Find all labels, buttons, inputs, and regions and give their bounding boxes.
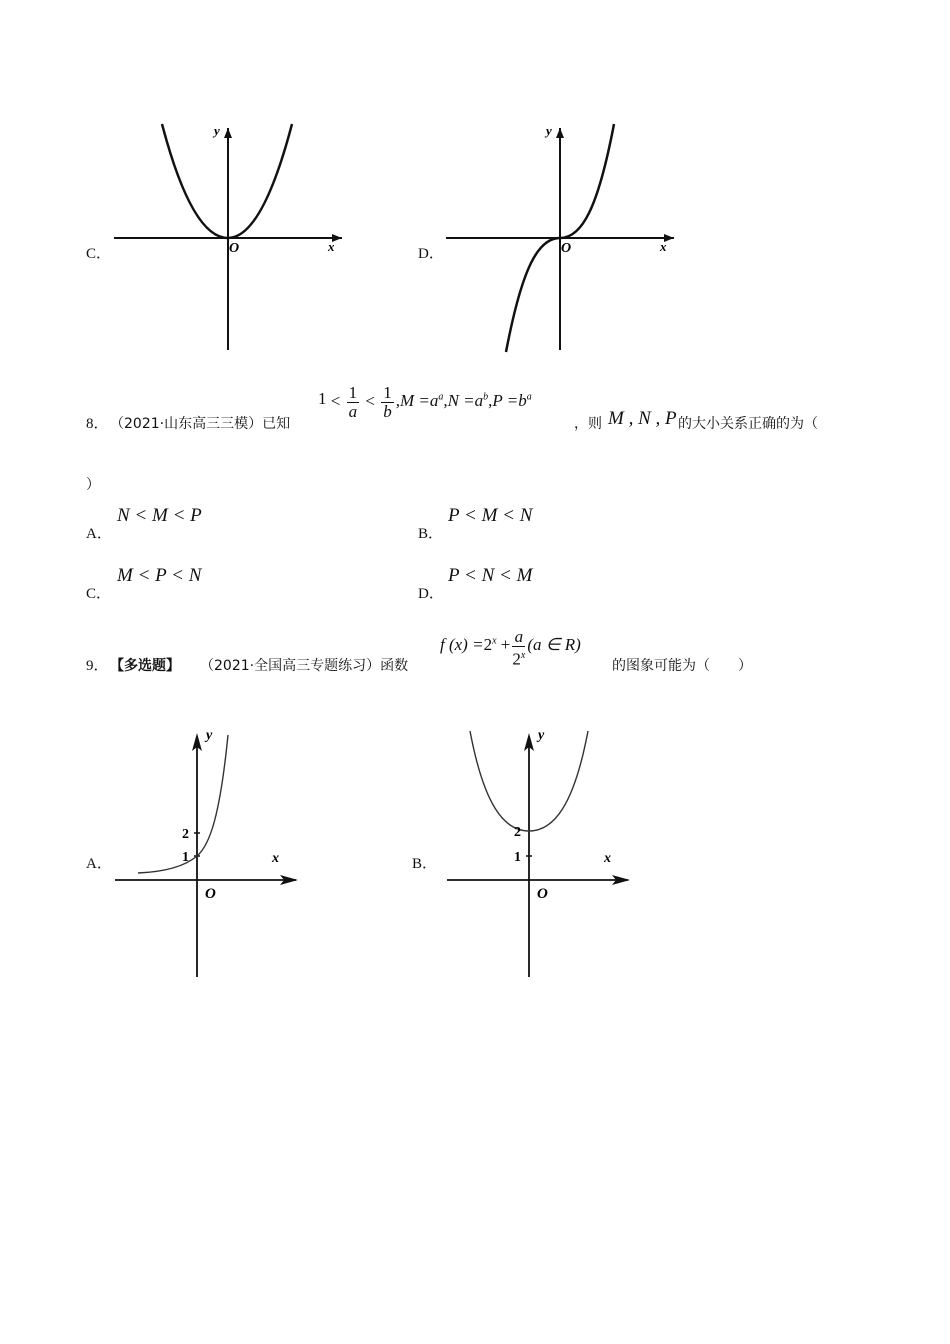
graph-a xyxy=(110,725,310,983)
option-b-label: B． xyxy=(412,856,438,872)
question-tag: 【多选题】 xyxy=(110,658,180,674)
question-number: 9． xyxy=(86,658,109,674)
x-axis-label: x xyxy=(604,851,611,866)
tick-label-1: 1 xyxy=(182,850,189,865)
option-c-label: C． xyxy=(86,246,112,262)
condition-formula: 1 < $\frac{1}{a}$ < $\frac{1}{b}$ $,M =a^a,N =a^b,P =b^a$ xyxy=(318,383,532,421)
option-a-label: A． xyxy=(86,856,112,872)
option-b-expr: P < M < N xyxy=(448,505,533,526)
x-axis-label: x xyxy=(272,851,279,866)
question-close-paren: ） xyxy=(86,477,100,493)
variables: M , N , P xyxy=(608,408,677,429)
origin-label: O xyxy=(561,241,572,256)
origin-label: O xyxy=(205,886,216,902)
option-a-expr: N < M < P xyxy=(117,505,202,526)
y-axis-label: y xyxy=(214,123,220,138)
y-axis-label: y xyxy=(206,728,213,743)
tick-label-2: 2 xyxy=(182,827,189,842)
option-c-label: C． xyxy=(86,586,112,602)
question-ask: 的大小关系正确的为（ xyxy=(678,416,818,432)
tick-label-1: 1 xyxy=(514,850,521,865)
origin-label: O xyxy=(229,241,240,256)
question-ask: 的图象可能为（ ） xyxy=(612,658,752,674)
question-source: （2021·山东高三三模）已知 xyxy=(110,416,291,432)
option-d-label: D． xyxy=(418,246,444,262)
y-arrow xyxy=(224,128,232,138)
x-axis-label: x xyxy=(328,239,335,254)
y-axis-label: y xyxy=(546,123,552,138)
origin-label: O xyxy=(537,886,548,902)
graph-d xyxy=(442,118,682,358)
function-formula: f $(x) =2^x$ + $\frac{a}{2^x}$ (a ∈ R) xyxy=(440,627,581,669)
tick-label-2: 2 xyxy=(514,825,521,840)
y-arrow xyxy=(556,128,564,138)
option-c-expr: M < P < N xyxy=(117,565,202,586)
x-axis-label: x xyxy=(660,239,667,254)
question-8 xyxy=(86,384,876,444)
option-d-expr: P < N < M xyxy=(448,565,533,586)
question-number: 8． xyxy=(86,416,109,432)
option-a-label: A． xyxy=(86,526,112,542)
option-d-label: D． xyxy=(418,586,444,602)
y-axis-label: y xyxy=(538,728,545,743)
graph-c xyxy=(110,118,350,358)
then-text: ，则 xyxy=(574,416,602,432)
option-b-label: B． xyxy=(418,526,444,542)
question-source: （2021·全国高三专题练习）函数 xyxy=(200,658,409,674)
graph-b xyxy=(442,725,642,983)
